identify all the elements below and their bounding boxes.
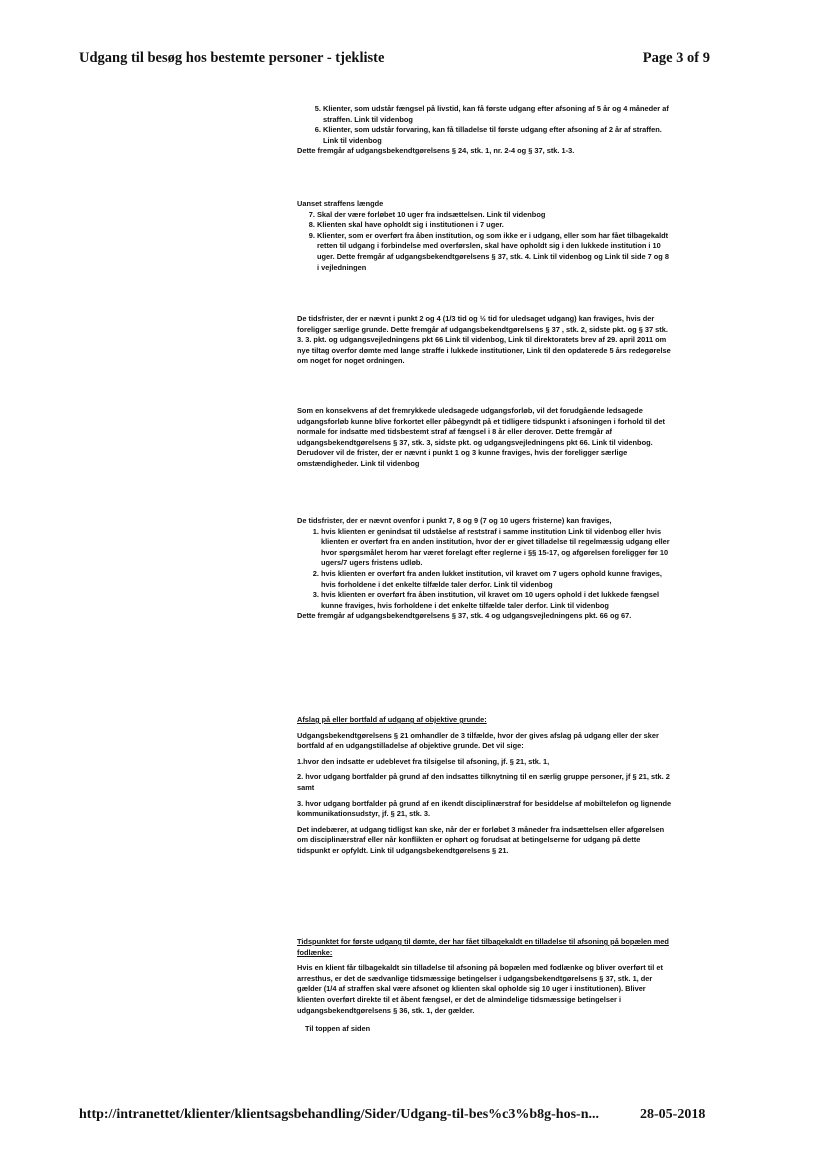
paragraph-c: De tidsfrister, der er nævnt i punkt 2 og 4 (1/3 tid og ½ tid for uledsaget udgang) kan fraviges, hvis der foreligger særlige grunde. Dette fremgår af udgangsbekendtgørelsens § 37 , stk. 2, sidste pkt. og § 37 stk. 3. 3. pkt. og udgangsvejledningens pkt 66 Link til videnbog, Link til direktoratets brev af 29. april 2011 om nye tiltag overfor dømte med lange straffe i lukkede institutioner, Link til den opdaterede 5 års redegørelse om noget for noget ordningen. [297,314,671,366]
videnbog-link[interactable]: Link til videnbog og Link til side 7 og 8 i vejledningen [317,251,669,272]
videnbog-link[interactable]: Link til videnbog [493,579,553,589]
paragraph-d: Som en konsekvens af det fremrykkede uledsagede udgangsforløb, vil det forudgående ledsagede udgangsforløb kunne blive forkortet eller påbegyndt på et tidligere tidspunkt i afsoningen i forhold til det normale for indsatte med tidsbestemt straf af fængsel i 8 år eller derover. Dette fremgår af udgangsbekendtgørelsens § 37, stk. 3, sidste pkt. og udgangsvejledningens pkt 66. Link til videnbog. Derudover vil de frister, der er nævnt i punkt 1 og 3 kunne fraviges, hvis der foreligger særlige omstændigheder. Link til videnbog [297,406,665,468]
list-item: 2. hvis klienten er overført fra anden lukket institution, vil kravet om 7 ugers ophold kunne fraviges, hvis forholdene i det enkelte tilfælde taler derfor. Link til videnbog [321,569,673,590]
back-to-top-link[interactable]: Til toppen af siden [305,1024,371,1034]
list-a [297,104,673,157]
list-item: 3. hvis klienten er overført fra åben institution, vil kravet om 10 ugers ophold i det lukkede fængsel kunne fraviges, hvis forholdene i det enkelte tilfælde taler derfor. Link til videnbog [321,590,673,611]
section-heading: Afslag på eller bortfald af udgang af objektive grunde: [297,715,487,724]
source-note: Dette fremgår af udgangsbekendtgørelsens § 24, stk. 1, nr. 2-4 og § 37, stk. 1-3. [297,146,575,156]
section-b [297,199,673,273]
section-e: De tidsfrister, der er nævnt ovenfor i punkt 7, 8 og 9 (7 og 10 ugers fristerne) kan fraviges, 1. hvis klienten er genindsat til udståelse af reststraf i samme institution Link til videnbog eller hvis klienten er overført fra en anden institution, hvor der er givet tilladelse til regelmæssig udgang eller hvor spørgsmålet herom har været forelagt efter reglerne i §§ 15-17, og afgørelsen foreligger før 10 ugers/7 ugers fristens udløb. 2. hvis klienten er overført fra anden lukket institution, vil kravet om 7 ugers ophold kunne fraviges, hvis forholdene i det enkelte tilfælde taler derfor. Link til videnbog 3. hvis klienten er overført fra åben institution, vil kravet om 10 ugers ophold i det lukkede fængsel kunne fraviges, hvis forholdene i det enkelte tilfælde taler derfor. Link til videnbog Dette fremgår af udgangsbekendtgørelsens § 37, stk. 4 og udgangsvejledningens pkt. 66 og 67. [297,516,673,622]
videnbog-link[interactable]: Link til videnbog [354,114,413,124]
section-heading: Uanset straffens længde [297,199,384,208]
list-item: 6. Klienter, som udstår forvaring, kan få tilladelse til første udgang efter afsoning af 2 år af straffen. Link til videnbog [323,125,673,146]
videnbog-link[interactable]: Link til videnbog [568,526,627,536]
list-item: 5. Klienter, som udstår fængsel på livstid, kan få første udgang efter afsoning af 5 år og 4 måneder af straffen. Link til videnbog [323,104,673,125]
page-header-title: Udgang til besøg hos bestemte personer - tjekliste [79,50,385,66]
videnbog-link[interactable]: Link til videnbog [486,209,546,219]
list-item: 9. Klienter, som er overført fra åben institution, og som ikke er i udgang, eller som har fået tilbagekaldt retten til udgang i forbindelse med overførslen, skal have opholdt sig i den lukkede institution i 10 uger. Dette fremgår af udgangsbekendtgørelsens § 37, stk. 4. Link til videnbog og Link til side 7 og 8 i vejledningen [317,231,673,273]
print-date: 28-05-2018 [640,1107,706,1122]
list-item: 1. hvis klienten er genindsat til udståelse af reststraf i samme institution Link til videnbog eller hvis klienten er overført fra en anden institution, hvor der er givet tilladelse til regelmæssig udgang eller hvor spørgsmålet herom har været forelagt efter reglerne i §§ 15-17, og afgørelsen foreligger før 10 ugers/7 ugers fristens udløb. [321,527,673,569]
section-heading: Tidspunktet for første udgang til dømte, der har fået tilbagekaldt en tilladelse til afsoning på bopælen med fodlænke: [297,937,669,957]
page-number: Page 3 of 9 [642,50,710,66]
list-item: 3. hvor udgang bortfalder på grund af en ikendt disciplinærstraf for besiddelse af mobiltelefon og lignende kommunikationsudstyr, jf. § 21, stk. 3. [297,798,672,819]
list-item: 1.hvor den indsatte er udeblevet fra tilsigelse til afsoning, jf. § 21, stk. 1, [297,756,550,766]
source-note: Dette fremgår af udgangsbekendtgørelsens § 37, stk. 4 og udgangsvejledningens pkt. 66 og 67. [297,611,632,621]
page-url: http://intranettet/klienter/klientsagsbehandling/Sider/Udgang-til-bes%c3%b8g-hos-n... [79,1107,599,1122]
section-g: Tidspunktet for første udgang til dømte, der har fået tilbagekaldt en tilladelse til afsoning på bopælen med fodlænke: Hvis en klient får tilbagekaldt sin tilladelse til afsoning på bopælen med fodlænke og bliver overført til et arresthus, er det de sædvanlige tidsmæssige betingelser i udgangsbekendtgørelsens § 37, stk. 1, der gælder (1/4 af straffen skal være afsonet og klienten skal opholde sig 10 uger i institutionen). Bliver klienten overført direkte til et åbent fængsel, er det de almindelige tidsmæssige betingelser i udgangsbekendtgørelsens § 36, stk. 1, der gælder. Til toppen af siden [297,937,673,1035]
list-item: 7. Skal der være forløbet 10 uger fra indsættelsen. Link til videnbog [317,210,673,221]
list-item: 2. hvor udgang bortfalder på grund af den indsattes tilknytning til en særlig gruppe personer, jf § 21, stk. 2 samt [297,772,670,792]
videnbog-link[interactable]: Link til videnbog [550,600,609,610]
videnbog-link[interactable]: Link til videnbog [323,135,382,145]
section-f: Afslag på eller bortfald af udgang af objektive grunde: Udgangsbekendtgørelsens § 21 omhandler de 3 tilfælde, hvor der gives afslag på udgang eller der sker bortfald af en udgangstilladelse af objektive grunde. Det vil sige: 1.hvor den indsatte er udeblevet fra tilsigelse til afsoning, jf. § 21, stk. 1, 2. hvor udgang bortfalder på grund af den indsattes tilknytning til en særlig gruppe personer, jf § 21, stk. 2 samt 3. hvor udgang bortfalder på grund af en ikendt disciplinærstraf for besiddelse af mobiltelefon og lignende kommunikationsudstyr, jf. § 21, stk. 3. Det indebærer, at udgang tidligst kan ske, når der er forløbet 3 måneder fra indsættelsen eller afgørelsen om disciplinærstraf eller når konflikten er ophørt og forudsat at betingelserne for udgang på dette tidspunkt er opfyldt. Link til udgangsbekendtgørelsens § 21. [297,715,672,855]
list-item: 8. Klienten skal have opholdt sig i institutionen i 7 uger. [317,220,673,231]
